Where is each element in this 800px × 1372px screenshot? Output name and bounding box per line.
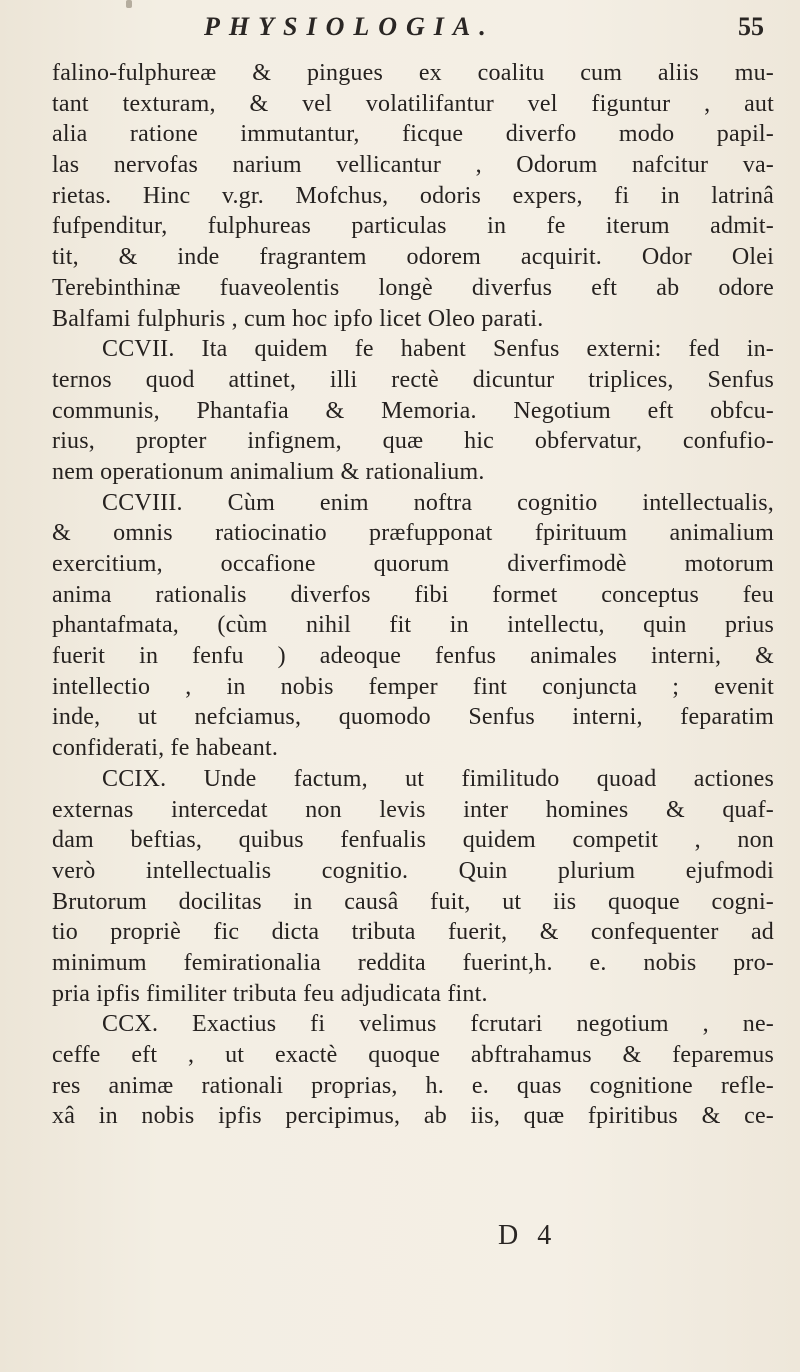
text-line: confiderati, fe habeant. bbox=[52, 735, 279, 762]
text-line: Terebinthinæ fuaveolentis longè diverfus eft ab odore bbox=[52, 274, 774, 301]
text-line: ceffe eft , ut exactè quoque abftrahamus & feparemus bbox=[52, 1042, 774, 1068]
text-line: res animæ rationali proprias, h. e. quas cognitione refle- bbox=[52, 1072, 774, 1099]
text-line: tio propriè fic dicta tributa fuerit, & confequenter ad bbox=[52, 919, 774, 946]
text-line: dam beftias, quibus fenfualis quidem competit , non bbox=[52, 827, 774, 854]
text-line: Balfami fulphuris , cum hoc ipfo licet Oleo parati. bbox=[52, 305, 544, 332]
text-line: xâ in nobis ipfis percipimus, ab iis, quæ fpiritibus & ce- bbox=[52, 1103, 774, 1130]
text-line: fuerit in fenfu ) adeoque fenfus animales interni, & bbox=[52, 643, 774, 670]
paragraph-start-ccx: CCX. Exactius fi velimus fcrutari negotium , ne- bbox=[102, 1011, 774, 1038]
text-line: communis, Phantafia & Memoria. Negotium eft obfcu- bbox=[52, 397, 774, 424]
text-line: externas intercedat non levis inter homines & quaf- bbox=[52, 796, 774, 823]
text-line: verò intellectualis cognitio. Quin plurium ejufmodi bbox=[52, 857, 774, 884]
body-text bbox=[52, 58, 774, 1132]
ink-speck bbox=[126, 0, 132, 8]
text-line: anima rationalis diverfos fibi formet conceptus feu bbox=[52, 581, 774, 608]
text-line: intellectio , in nobis femper fint conjuncta ; evenit bbox=[52, 673, 774, 700]
text-line: nem operationum animalium & rationalium. bbox=[52, 458, 485, 485]
signature-mark: D 4 bbox=[498, 1220, 558, 1251]
text-line: Brutorum docilitas in causâ fuit, ut iis quoque cogni- bbox=[52, 888, 774, 915]
text-line: rietas. Hinc v.gr. Mofchus, odoris expers, fi in latrinâ bbox=[52, 182, 774, 209]
page-number: 55 bbox=[738, 12, 764, 41]
running-title: PHYSIOLOGIA. bbox=[204, 12, 495, 41]
text-line: las nervofas narium vellicantur , Odorum nafcitur va- bbox=[52, 152, 774, 179]
paragraph-start-ccvii: CCVII. Ita quidem fe habent Senfus externi: fed in- bbox=[102, 336, 774, 363]
text-line: exercitium, occafione quorum diverfimodè motorum bbox=[52, 551, 774, 577]
paragraph-start-ccviii: CCVIII. Cùm enim noftra cognitio intellectualis, bbox=[102, 489, 774, 516]
page-header bbox=[204, 12, 764, 46]
text-line: & omnis ratiocinatio præfupponat fpirituum animalium bbox=[52, 520, 774, 547]
text-line: minimum femirationalia reddita fuerint,h. e. nobis pro- bbox=[52, 949, 774, 976]
paragraph-start-ccix: CCIX. Unde factum, ut fimilitudo quoad actiones bbox=[102, 765, 774, 792]
text-line: rius, propter infignem, quæ hic obfervatur, confufio- bbox=[52, 428, 774, 455]
text-line: fufpenditur, fulphureas particulas in fe iterum admit- bbox=[52, 213, 774, 240]
text-line: ternos quod attinet, illi rectè dicuntur triplices, Senfus bbox=[52, 366, 774, 393]
text-line: tit, & inde fragrantem odorem acquirit. Odor Olei bbox=[52, 244, 774, 271]
text-line: falino-fulphureæ & pingues ex coalitu cum aliis mu- bbox=[52, 60, 774, 86]
text-line: tant texturam, & vel volatilifantur vel figuntur , aut bbox=[52, 90, 774, 117]
text-line: phantafmata, (cùm nihil fit in intellectu, quin prius bbox=[52, 612, 774, 639]
text-line: alia ratione immutantur, ficque diverfo modo papil- bbox=[52, 121, 774, 148]
text-line: inde, ut nefciamus, quomodo Senfus interni, feparatim bbox=[52, 704, 774, 731]
text-line: pria ipfis fimiliter tributa feu adjudicata fint. bbox=[52, 980, 488, 1007]
